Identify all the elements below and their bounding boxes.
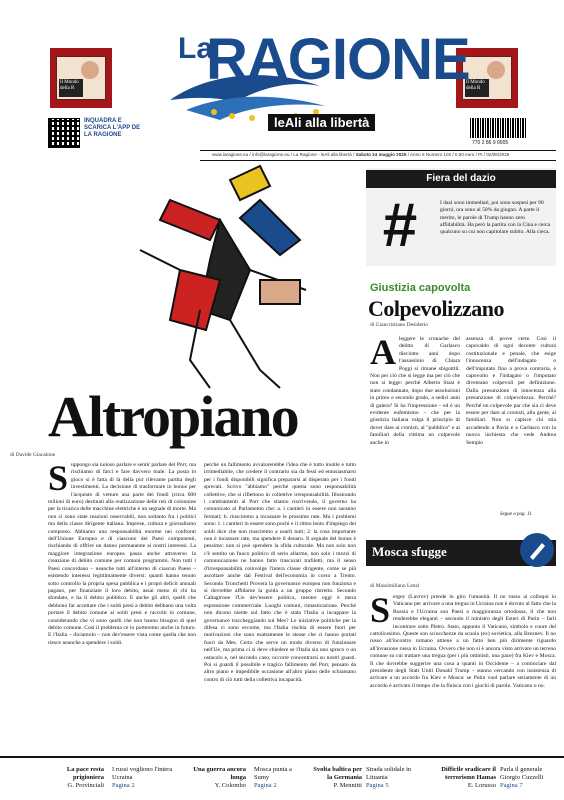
bottom-teaser-strip: [0, 756, 564, 800]
teaser-item[interactable]: [310, 766, 362, 790]
continue-link[interactable]: Segue a pag. 11: [500, 512, 532, 517]
teaser-page: Pagina 7: [500, 782, 523, 789]
main-body-text: perché un fallimento avvalorerebbe l'idea che è tutto inutile e tutto irrimediabile, che credere il contrario sia da fessi ed entusiasmarsi per i fondi disponibili significa prepararsi al disperato per i fondi sprecati. Scrivo "abbiamo" perché questa sono responsabilità collettive, che si riflettono in collettive irresponsabilità. Illustrando i cambiamenti al Pnrr che stiamo riscrivendo, il governo ha comunicato al Parlamento che: a. i cantieri in essere non saranno fermati; b. riusciremo a incassare le prossime rate. Ma i problemi sono: 1. i cantieri in essere sono pochi e il ritmo lento d'impiego dei soldi dice che non riusciremo a usarli tutti; 2. la cosa importante non è incassare rate, ma spendere il denaro. Il segnale del bonus è pessimo: non si può spendere la sfida culturale. Ma non solo non c'è sentito un fuoco politico di serio allarme, non solo i mezzi di comunicazione ne hanno fatto trascurati trafiletti, ma il senso d'irresponsabilità coinvolge l'intera classe dirigente, come se più ascoltare anche dal Festival dell'economia in corso a Trento. Secondo Tronchetti Provera la governance europea non funziona e si dovrebbe affidarne la guida a un gruppo ristretto. Secondo Caltagirone l'Ue dev'essere politica, mentre oggi è mera espressione commerciale. Luoghi comuni, rimasticazione. Perché non dicono niente sul fatto che è stata l'Italia a incappare la governance traccheggiando sul Mes? Le iniziative politiche per la difesa ci sono eccome, ma l'Italia rischia di essere fuori per motivazioni che sono esattamente le stesse che ci hanno portati fuori da Mes. Certo che serve un modo diverso di funzionare nell'Ue, ma prima ci si deve chiedere se l'Italia sia uno spreco o un ostacolo e, nel secondo caso, occorre concentrarsi su nostri guasti. Poi si guardi il possibile e tragico fallimento del Pnrr, pensato da altro piano e impedibile occasione all'altro piano delle schiantano contro di ciò tutti della collettiva incapacità.: [204, 462, 356, 683]
main-headline[interactable]: Altropiano: [48, 384, 298, 449]
fiera-title[interactable]: Fiera del dazio: [366, 170, 556, 188]
teaser-title: I russi vogliono l'intera Ucraina: [112, 766, 173, 781]
app-download-text: INQUADRA E SCARICA L'APP DE LA RAGIONE: [84, 118, 141, 138]
teaser-author: P. Mennitti: [333, 782, 362, 789]
teaser-page: Pagina 2: [254, 782, 277, 789]
kicker: Giustizia capovolta: [370, 282, 471, 294]
info-contacts: www.laragione.eu / info@laragione.eu / La Ragione - leAli alla libertà /: [212, 152, 355, 157]
teaser-item[interactable]: [254, 766, 306, 790]
barcode: [470, 118, 526, 138]
teaser-page: Pagina 2: [112, 782, 135, 789]
teaser-title: Strada solidale in Lituania: [366, 766, 412, 781]
teaser-title: Difficile sradicare il terrorismo Hamas: [441, 766, 496, 781]
teaser-page: Pagina 5: [366, 782, 389, 789]
byline: di Davide Giacalone: [10, 452, 56, 458]
pen-icon: [520, 533, 554, 567]
teaser-author: E. Lorusso: [467, 782, 496, 789]
info-issue: / Anno 5 Numero 102 / 0,50 euro / PI / 02/06/2025: [407, 152, 510, 157]
colpe-text-1: leggere le cronache del delitto di Garlasco dieciotto anni dopo l'assassinio di Chiara Poggi si rimane sbigottiti. Non per ciò che si legge ma per ciò che non si legge: perché Alberto Stasi è stato condannato, dopo due assoluzioni in primo e secondo grado, a sedici anni di galera? Si ha l'impressione – ed è un evidente eufemismo – che per la giustizia italiana valga il principio di dover dare ai cronisti, al "pubblico" e ai familiari della vittima un colpevole anche in: [370, 336, 460, 446]
masthead-logo[interactable]: [150, 2, 470, 132]
main-column-1: [48, 462, 196, 754]
fiera-text: I dazi sono immediati, poi sono sospesi per 90 giorni, ora sono al 50% da giugno. A parte il merito, le parole di Trump hanno zero affidabilità. Ha però la partita con la Cina e cerca qualcuno su cui non capitolare subito. Alla cieca.: [440, 200, 551, 236]
teaser-item[interactable]: [112, 766, 174, 790]
portrait-image: [81, 61, 99, 79]
colpe-column-2: [466, 336, 556, 504]
teaser-title: La pace resta prigioniera: [66, 766, 104, 781]
colpe-headline[interactable]: Colpevolizzano: [368, 296, 504, 321]
logo-ragione: RAGIONE: [206, 27, 470, 92]
mosca-body: [370, 594, 556, 752]
promo-magazine-left[interactable]: [50, 48, 112, 108]
colpe-text-2: assenza di prove certe. Così il capovaldo di ogni decente cultura costituzionale e penale, che esige l'innocenza dell'indagato o dell'imputato fino a prova contraria, è capovolto e l'indagato o l'imputato diventano colpevoli per definizione. Dalla presunzione di innocenza alla presunzione di colpevolezza. Perché? Perché un colpevole par che sia ci deve essere per dare ai cronisti, alla gente, ai familiari. Non si capisce chi stia accadendo a Pavia e a Garlasco con la nuova inchiesta che vede Andrea Sempio: [466, 336, 556, 446]
mosca-text: ergey (Lavrov) prende in giro l'umanità. Il no russo ai colloqui in Vaticano per arrivare a una tregua in Ucraina non è dovuto al fatto che la Russia e l'Ucraina son Paesi a maggioranza ortodossa, il che non renderebbe eleganti – secondo il ministro degli Esteri di Putin – farli incontrare sotto Pietro. Stato, appunto il Vaticano, simbolo e cuore del cattolicesimo. Queste son sciocchezze da scuola (ex) sovietica, alla Breznev. Il no russo all'incontro romano attiene a un fatto ben più dirimente riguardo all'invasione russa in Ucraina. Ovvero che non si è ancora visto arrivare un terreno comune su cui trattare una tregua (per i più ottimisti, una pace) fra Kiev e Mosca. Il che dovrebbe suggerire una cosa a quanti in Occidente – a cominciare dal presidente degli Stati Uniti Donald Trump – stanno cercando con insistenza di arrivare a un accordo fra Kiev e Mosca: se Putin vuol parlare seriamente di un accordo è arrivato il tempo che la finisca con i giochi di parole. Vaticano o no.: [370, 594, 556, 689]
teaser-title: Svolta baltica per la Germania: [313, 766, 362, 781]
colpe-column-1: [370, 336, 460, 504]
teaser-title: Una guerra ancora lunga: [193, 766, 246, 781]
teaser-item[interactable]: [180, 766, 246, 790]
teaser-author: Y. Colombo: [214, 782, 246, 789]
teaser-item[interactable]: [40, 766, 104, 790]
hashtag-icon: #: [382, 191, 418, 260]
portrait-image: [487, 61, 505, 79]
dropcap: S: [370, 594, 391, 630]
magazine-cover: Il Mondo della R: [465, 79, 489, 97]
barcode-number: 770 2 86 9 0005: [472, 140, 509, 146]
logo-tagline: leAli alla libertà: [268, 114, 375, 131]
magazine-cover: Il Mondo della R: [59, 79, 83, 97]
main-body-text: Ma non ci sono state reazioni osservabili, non soltanto fra i politici ma della classe dirigente italiana. Imprese, cultura e giornalismo compreso. Abbiamo una responsabilità enorme nei confronti dell'Unione Europea e di ciascuno dei Paesi componenti, rischiando di offrire un danno permanente ai nostri interessi. La maggiore integrazione europea passa anche attraverso la creazione di debito comune per comuni programmi. Non tutti i Paesi concordano – neanche tutti all'interno di ciascun Paese – esistendo interessi legittimamente diversi: quanti hanno tenuto sotto controllo la propria spesa pubblica e i propri deficit annuali pagano, per finanziare il loro debito, assai meno di chi ha sfondato, e ha il debito pubblico. E anche gli altri, quelli che debbono far accettare che i soldi presi a debito debbano una volta portare il debito comune ai soldi presi e raccolti in comune, considerando che vi sono quelli che non hanno bisogno di quel debito comune. Così il problema ce lo porteremo anche in futuro. E l'Italia – diciamolo – non dev'essere vista come quella che non riesce neanche a spendere i soldi.: [48, 506, 196, 646]
promo-frame: [56, 56, 106, 100]
cover-illustration: [110, 160, 330, 390]
main-lead-text: uppongo sia noioso parlare e sentir parlare del Pnrr, ma rischiamo di farci e fare davvero male. La posta in gioco si è fatta di là della pur rilevante partita degli investimenti. La decisione di trasformare in bonus per l'acquisto di vetture una parte dei fondi (circa 600 milioni di euro) destinati alla realizzazione delle reti di colonnine per la ricarica delle macchine elettriche è un segnale di morte.: [48, 462, 196, 513]
dropcap: A: [370, 336, 396, 372]
main-column-2: [204, 462, 356, 754]
dropcap: S: [48, 462, 69, 498]
divider: [200, 150, 556, 151]
byline: di Massimiliano Lenzi: [370, 583, 420, 589]
mosca-title[interactable]: Mosca sfugge: [372, 544, 447, 559]
info-date: Sabato 24 maggio 2025: [355, 152, 407, 157]
teaser-item[interactable]: [500, 766, 560, 790]
teaser-item[interactable]: [366, 766, 416, 790]
teaser-author: G. Provinciali: [67, 782, 104, 789]
teaser-item[interactable]: [420, 766, 496, 790]
teaser-title: Parla il generale Giorgio Cuzzelli: [500, 766, 544, 781]
qr-code[interactable]: [48, 118, 80, 148]
teaser-title: Mosca punta a Sumy: [254, 766, 292, 781]
logo-la: La: [178, 32, 214, 65]
info-bar: [212, 152, 557, 157]
byline: di Giancristiano Desiderio: [370, 322, 429, 328]
